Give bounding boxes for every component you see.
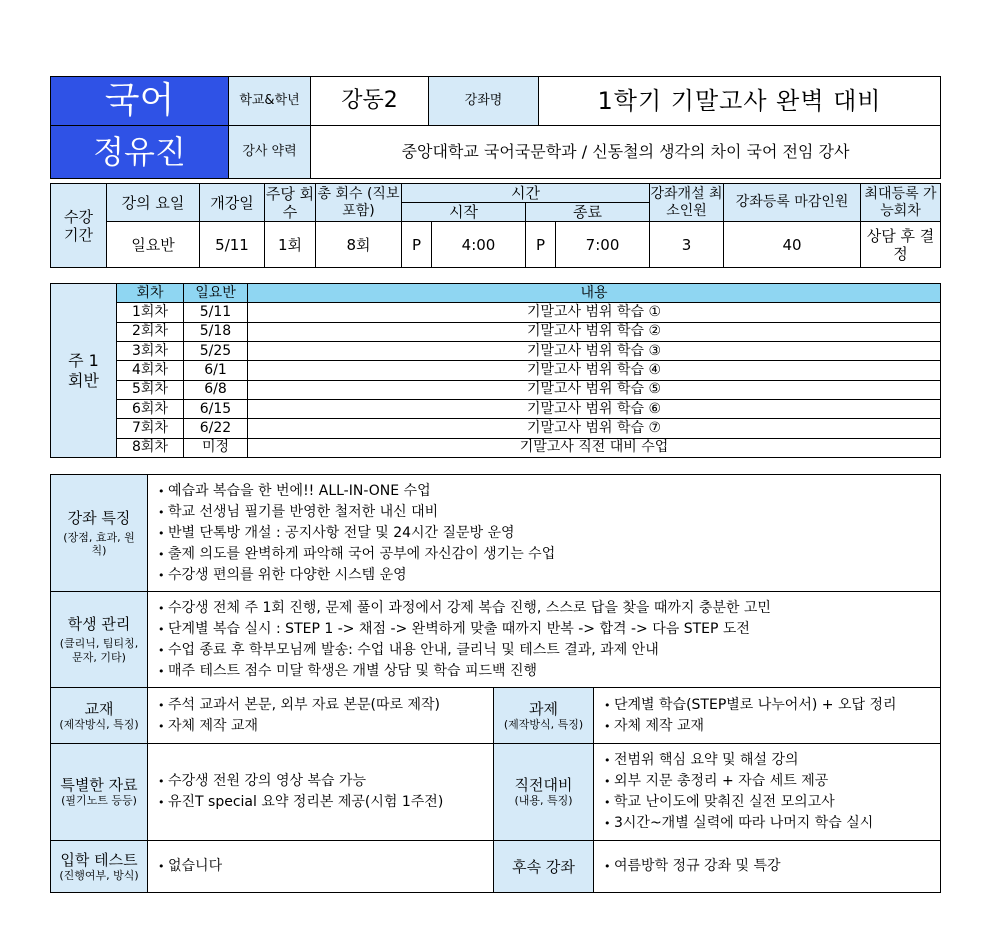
schedule-session: 6회차 (117, 399, 184, 418)
final-prep-label: 직전대비 (514, 776, 573, 795)
bullet-item: • 수강생 전체 주 1회 진행, 문제 풀이 과정에서 강제 복습 진행, 스스로 답을 찾을 때까지 충분한 고민 (158, 598, 940, 619)
entrance-list (148, 856, 493, 877)
schedule-content: 기말고사 직전 대비 수업 (248, 438, 941, 457)
schedule-session: 3회차 (117, 341, 184, 360)
schedule-date: 5/25 (184, 341, 248, 360)
bullet-item: • 학교 선생님 필기를 반영한 철저한 내신 대비 (158, 502, 940, 523)
homework-label: 과제 (529, 699, 558, 718)
start-time: 4:00 (432, 222, 526, 268)
followup-cell (594, 841, 941, 893)
special-sub: (필기노트 등등) (61, 794, 137, 808)
entrance-label: 입학 테스트 (60, 850, 138, 869)
day-value: 일요반 (107, 222, 200, 268)
schedule-date: 6/15 (184, 399, 248, 418)
schedule-session: 2회차 (117, 322, 184, 341)
features-list (148, 481, 940, 586)
bullet-item: • 주석 교과서 본문, 외부 자료 본문(따로 제작) (158, 695, 493, 716)
teacher-profile: 중앙대학교 국어국문학과 / 신동철의 생각의 차이 국어 전임 강사 (311, 126, 941, 179)
weekly-value: 1회 (265, 222, 316, 268)
schedule-date: 5/18 (184, 322, 248, 341)
h-maxreg: 최대등록 가능회차 (861, 184, 941, 222)
schedule-row (51, 303, 941, 322)
schedule-row (51, 419, 941, 438)
schedule-session: 5회차 (117, 380, 184, 399)
homework-label-cell (494, 688, 594, 744)
management-label-cell (51, 592, 148, 688)
schedule-row (51, 341, 941, 360)
period-side-label: 수강 기간 (51, 184, 107, 268)
schedule-session: 1회차 (117, 303, 184, 322)
course-name-label: 강좌명 (429, 77, 539, 126)
features-label: 강좌 특징 (67, 508, 131, 527)
h-weekly: 주당 회수 (265, 184, 315, 221)
schedule-content: 기말고사 범위 학습 ① (248, 303, 941, 322)
schedule-side-label: 주 1회반 (51, 284, 117, 458)
special-cell (148, 744, 494, 841)
schedule-content: 기말고사 범위 학습 ④ (248, 361, 941, 380)
entrance-cell (148, 841, 494, 893)
start-ampm: P (402, 222, 432, 268)
h-content: 내용 (248, 284, 941, 303)
bullet-item: • 수강생 전원 강의 영상 복습 가능 (158, 771, 493, 792)
h-day: 강의 요일 (107, 184, 200, 222)
special-label-cell (51, 744, 148, 841)
bullet-item: • 출제 의도를 완벽하게 파악해 국어 공부에 자신감이 생기는 수업 (158, 544, 940, 565)
bullet-item: • 매주 테스트 점수 미달 학생은 개별 상담 및 학습 피드백 진행 (158, 661, 940, 682)
h-time: 시간 (402, 184, 650, 203)
bullet-item: • 수강생 편의를 위한 다양한 시스템 운영 (158, 565, 940, 586)
h-start-date: 개강일 (200, 184, 265, 222)
bullet-item: • 수업 종료 후 학부모님께 발송: 수업 내용 안내, 클리닉 및 테스트 결과, 과제 안내 (158, 640, 940, 661)
schedule-row (51, 380, 941, 399)
schedule-row (51, 322, 941, 341)
followup-label: 후속 강좌 (512, 857, 575, 876)
management-list (148, 598, 940, 682)
entrance-label-cell (51, 841, 148, 893)
h-min: 강좌개설 최소인원 (650, 184, 724, 222)
school-grade-label: 학교&학년 (229, 77, 311, 126)
schedule-content: 기말고사 범위 학습 ③ (248, 341, 941, 360)
bullet-item: • 단계별 학습(STEP별로 나누어서) + 오답 정리 (604, 695, 940, 716)
homework-cell (594, 688, 941, 744)
schedule-content: 기말고사 범위 학습 ⑦ (248, 419, 941, 438)
school-grade: 강동2 (311, 77, 429, 126)
bullet-item: • 단계별 복습 실시 : STEP 1 -> 채점 -> 완벽하게 맞출 때까지 반복 -> 합격 -> 다음 STEP 도전 (158, 619, 940, 640)
bullet-item: • 학교 난이도에 맞춰진 실전 모의고사 (604, 792, 940, 813)
schedule-content: 기말고사 범위 학습 ⑤ (248, 380, 941, 399)
course-name: 1학기 기말고사 완벽 대비 (539, 77, 941, 126)
homework-sub: (제작방식, 특징) (503, 717, 584, 731)
schedule-session: 7회차 (117, 419, 184, 438)
bullet-item: • 예습과 복습을 한 번에!! ALL-IN-ONE 수업 (158, 481, 940, 502)
schedule-row (51, 399, 941, 418)
bullet-item: • 전범위 핵심 요약 및 해설 강의 (604, 750, 940, 771)
bullet-item: • 외부 지문 총정리 + 자습 세트 제공 (604, 771, 940, 792)
schedule-date: 6/1 (184, 361, 248, 380)
management-sub: (클리닉, 팀티칭, 문자, 기타) (59, 637, 139, 664)
textbook-label: 교재 (84, 699, 114, 718)
special-label: 특별한 자료 (60, 776, 138, 795)
bullet-item: • 없습니다 (158, 856, 493, 877)
schedule-content: 기말고사 범위 학습 ② (248, 322, 941, 341)
end-ampm: P (526, 222, 556, 268)
schedule-session: 4회차 (117, 361, 184, 380)
management-cell (148, 592, 941, 688)
total-value: 8회 (316, 222, 402, 268)
final-prep-list (594, 750, 940, 834)
final-prep-cell (594, 744, 941, 841)
schedule-row (51, 361, 941, 380)
entrance-sub: (진행여부, 방식) (59, 868, 139, 882)
h-session: 회차 (117, 284, 184, 303)
info-table (50, 474, 941, 893)
features-sub: (장점, 효과, 원칙) (63, 530, 135, 557)
max-value: 40 (724, 222, 861, 268)
textbook-label-cell (51, 688, 148, 744)
textbook-sub: (제작방식, 특징) (59, 717, 139, 731)
bullet-item: • 자체 제작 교재 (604, 716, 940, 737)
h-time-start: 시작 (402, 203, 526, 222)
bullet-item: • 유진T special 요약 정리본 제공(시험 1주전) (158, 792, 493, 813)
textbook-list (148, 695, 493, 737)
end-time: 7:00 (556, 222, 650, 268)
followup-list (594, 856, 940, 877)
features-label-cell (51, 475, 148, 592)
schedule-date: 5/11 (184, 303, 248, 322)
maxreg-value: 상담 후 결정 (861, 222, 941, 268)
management-label: 학생 관리 (67, 615, 131, 634)
schedule-content: 기말고사 범위 학습 ⑥ (248, 399, 941, 418)
profile-label: 강사 약력 (229, 126, 311, 179)
schedule-date: 6/22 (184, 419, 248, 438)
header-table (50, 76, 941, 179)
schedule-session: 8회차 (117, 438, 184, 457)
start-date-value: 5/11 (200, 222, 265, 268)
h-max: 강좌등록 마감인원 (724, 184, 861, 222)
h-time-end: 종료 (526, 203, 650, 222)
bullet-item: • 3시간~개별 실력에 따라 나머지 학습 실시 (604, 813, 940, 834)
special-list (148, 771, 493, 813)
final-prep-label-cell (494, 744, 594, 841)
h-sched-day: 일요반 (184, 284, 248, 303)
schedule-date: 미정 (184, 438, 248, 457)
subject-cell: 국어 (51, 77, 229, 126)
schedule-row (51, 438, 941, 457)
bullet-item: • 자체 제작 교재 (158, 716, 493, 737)
features-cell (148, 475, 941, 592)
period-grid (50, 183, 941, 268)
bullet-item: • 반별 단톡방 개설 : 공지사항 전달 및 24시간 질문방 운영 (158, 523, 940, 544)
schedule-table (50, 283, 941, 458)
final-prep-sub: (내용, 특징) (514, 794, 573, 808)
textbook-cell (148, 688, 494, 744)
bullet-item: • 여름방학 정규 강좌 및 특강 (604, 856, 940, 877)
teacher-cell: 정유진 (51, 126, 229, 179)
followup-label-cell (494, 841, 594, 893)
homework-list (594, 695, 940, 737)
schedule-date: 6/8 (184, 380, 248, 399)
min-value: 3 (650, 222, 724, 268)
h-total: 총 회수 (직보포함) (316, 184, 402, 222)
